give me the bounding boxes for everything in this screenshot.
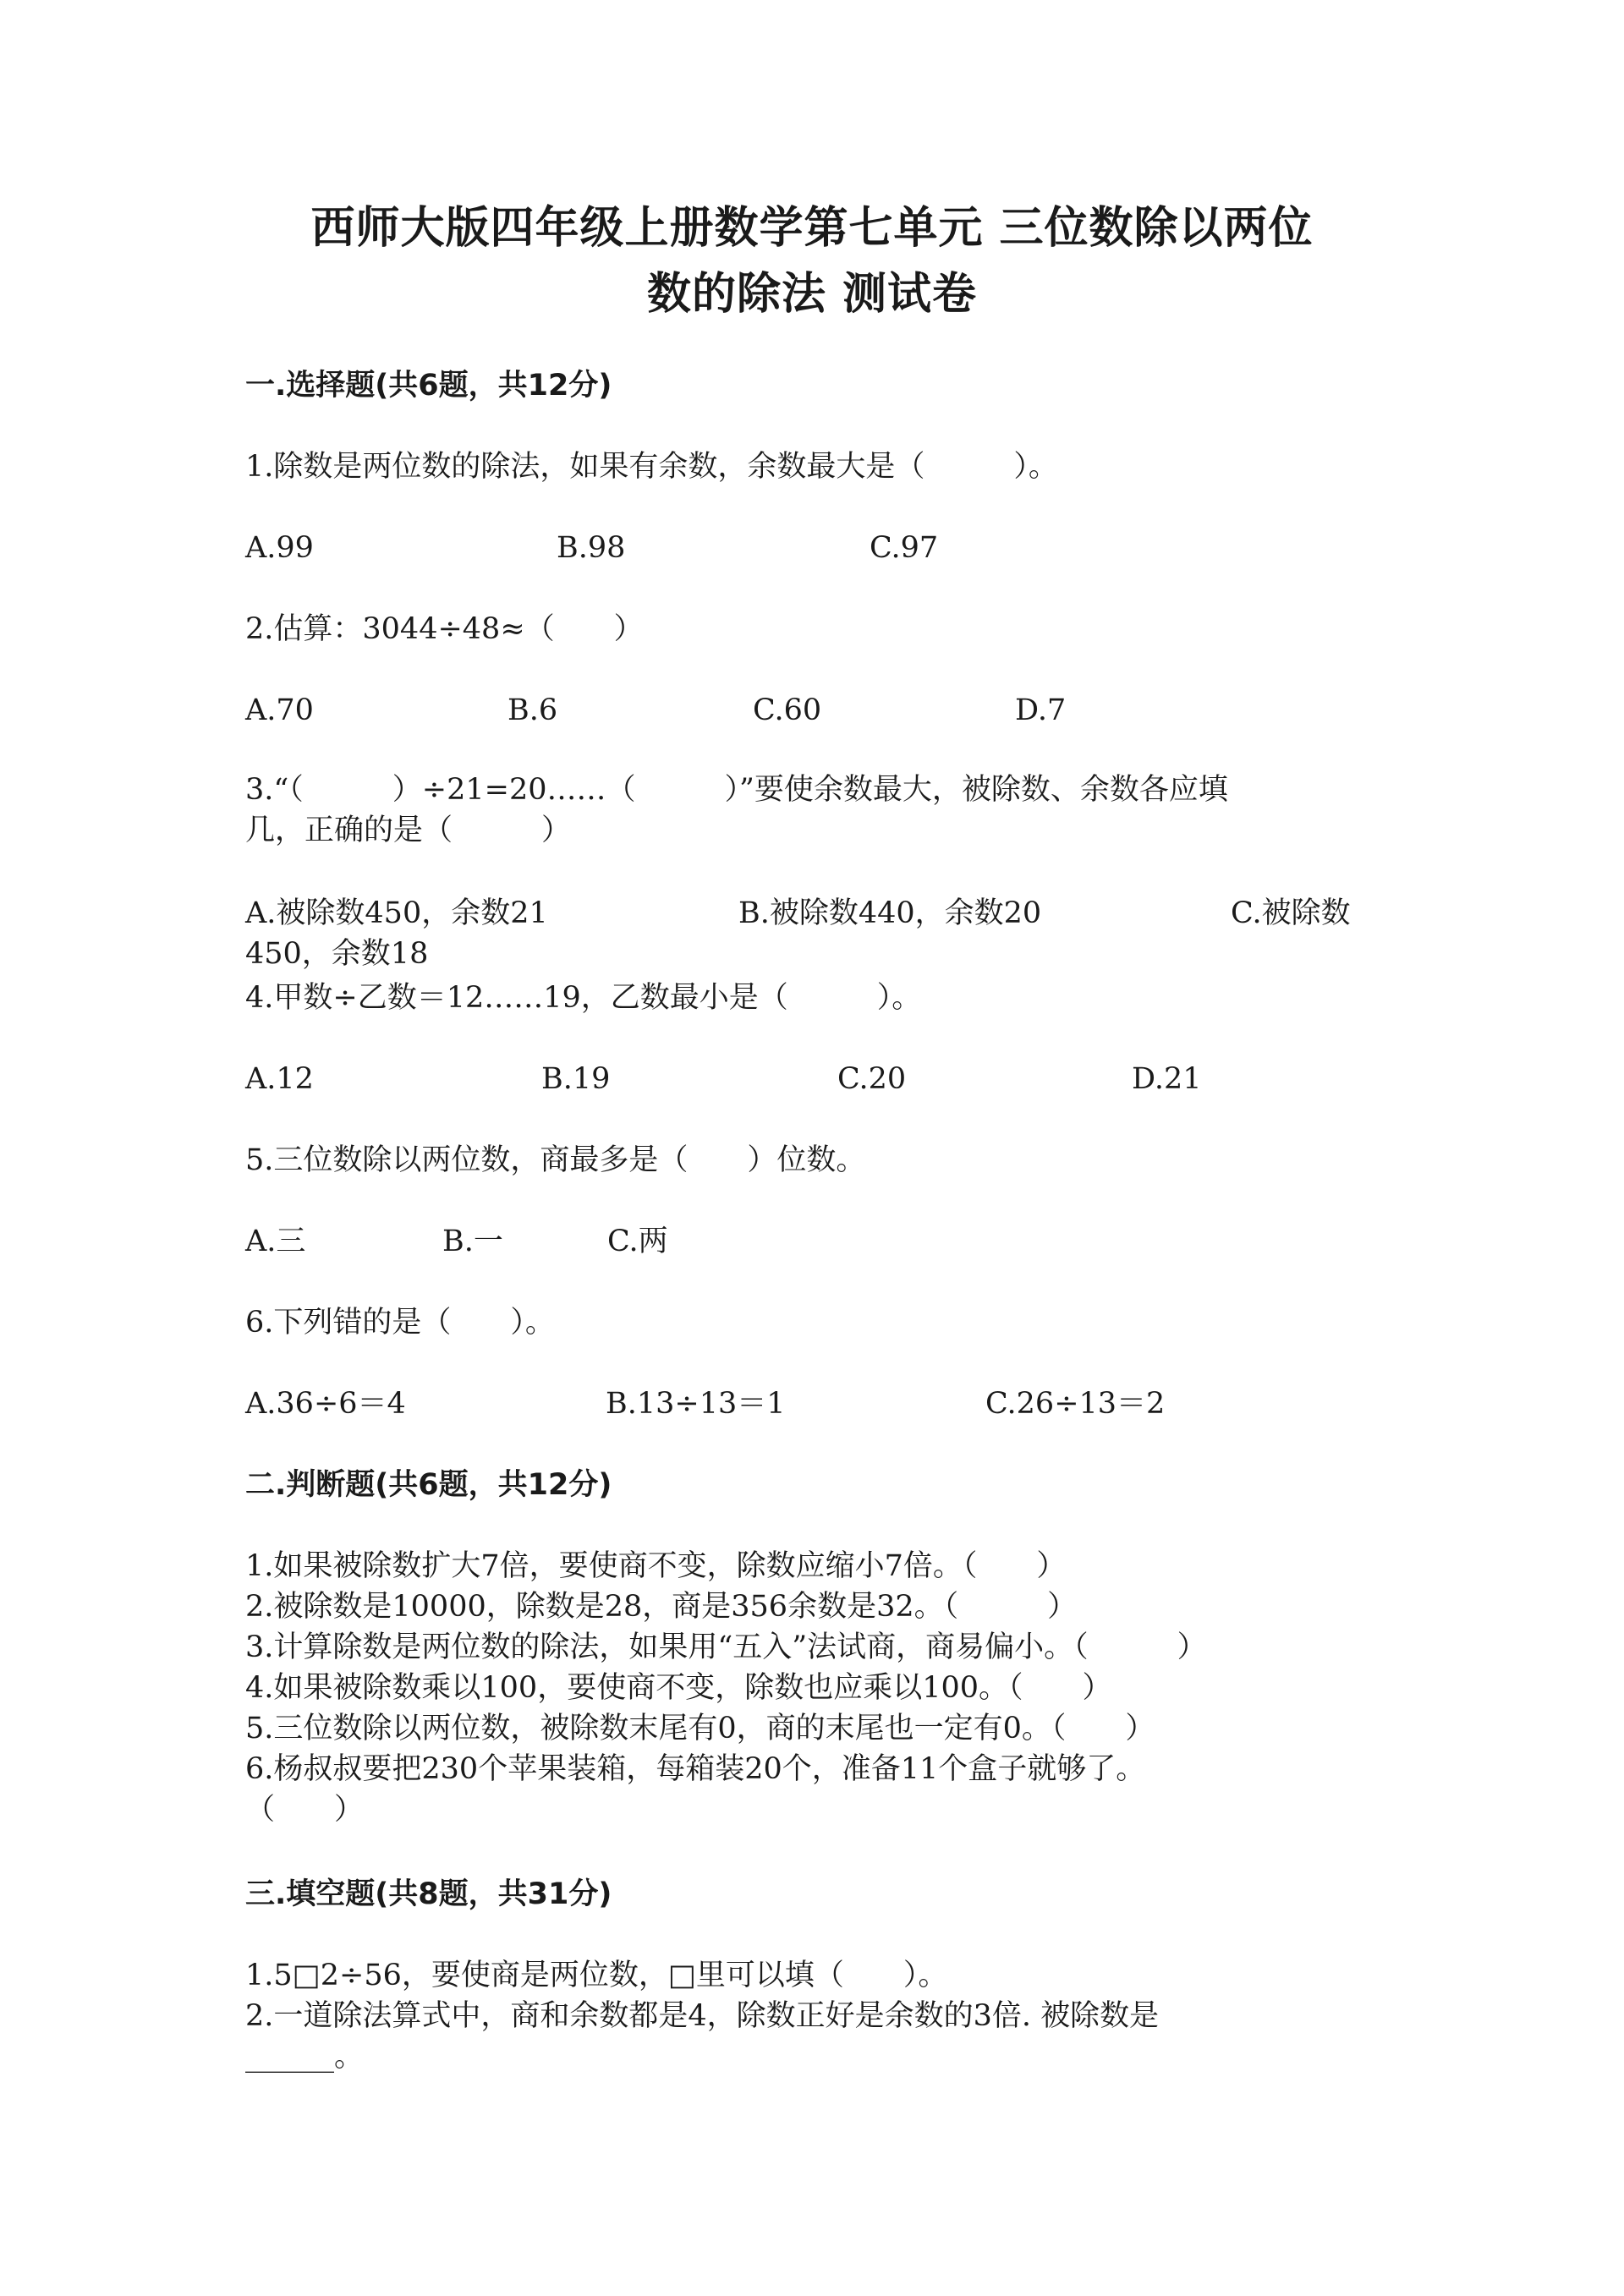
section-heading-judgment: 二.判断题(共6题，共12分): [245, 1468, 612, 1502]
fill-item-1: 1.5□2÷56，要使商是两位数，□里可以填（ ）。: [245, 1959, 948, 1992]
question-6: 6.下列错的是（ ）。: [245, 1306, 555, 1340]
question-2-option-b: B.6: [508, 693, 558, 727]
question-6-option-c: C.26÷13＝2: [985, 1387, 1166, 1421]
question-4-option-c: C.20: [837, 1062, 907, 1096]
question-1: 1.除数是两位数的除法，如果有余数，余数最大是（ ）。: [245, 450, 1058, 484]
judgment-item-2: 2.被除数是10000，除数是28，商是356余数是32。（ ）: [245, 1590, 1078, 1624]
judgment-item-5: 5.三位数除以两位数，被除数末尾有0，商的末尾也一定有0。（ ）: [245, 1712, 1155, 1745]
question-3-line1: 3.“（ ）÷21=20……（ ）”要使余数最大，被除数、余数各应填: [245, 773, 1228, 807]
question-4: 4.甲数÷乙数＝12……19，乙数最小是（ ）。: [245, 981, 922, 1015]
question-5-option-b: B.一: [442, 1225, 503, 1258]
question-4-option-a: A.12: [245, 1062, 314, 1096]
section-heading-fill-blank: 三.填空题(共8题，共31分): [245, 1877, 612, 1911]
section-heading-choice: 一.选择题(共6题，共12分): [245, 369, 612, 403]
question-6-option-a: A.36÷6＝4: [245, 1387, 406, 1421]
question-2-option-a: A.70: [245, 693, 314, 727]
fill-item-2-cont: ______。: [245, 2040, 365, 2074]
question-5-option-a: A.三: [245, 1225, 306, 1258]
question-3-option-b: B.被除数440，余数20: [738, 896, 1042, 930]
question-1-option-c: C.97: [870, 531, 939, 565]
judgment-item-4: 4.如果被除数乘以100，要使商不变，除数也应乘以100。（ ）: [245, 1671, 1112, 1705]
question-4-option-b: B.19: [541, 1062, 611, 1096]
question-2: 2.估算：3044÷48≈（ ）: [245, 612, 644, 646]
question-3-option-c: C.被除数: [1231, 896, 1351, 930]
question-2-option-c: C.60: [753, 693, 822, 727]
question-1-option-a: A.99: [245, 531, 314, 565]
question-5-option-c: C.两: [607, 1225, 668, 1258]
judgment-item-6: 6.杨叔叔要把230个苹果装箱，每箱装20个，准备11个盒子就够了。: [245, 1752, 1146, 1786]
fill-item-2: 2.一道除法算式中，商和余数都是4，除数正好是余数的3倍. 被除数是: [245, 1999, 1160, 2033]
judgment-item-1: 1.如果被除数扩大7倍，要使商不变，除数应缩小7倍。（ ）: [245, 1549, 1067, 1583]
question-3-option-c-cont: 450，余数18: [245, 937, 429, 971]
question-4-option-d: D.21: [1132, 1062, 1202, 1096]
page-title-line2: 数的除法 测试卷: [646, 268, 978, 320]
page-title-line1: 西师大版四年级上册数学第七单元 三位数除以两位: [310, 202, 1314, 254]
question-2-option-d: D.7: [1015, 693, 1067, 727]
question-3-line2: 几，正确的是（ ）: [245, 814, 572, 847]
question-6-option-b: B.13÷13＝1: [606, 1387, 786, 1421]
question-5: 5.三位数除以两位数，商最多是（ ）位数。: [245, 1143, 866, 1177]
judgment-item-6-cont: （ ）: [245, 1793, 365, 1827]
question-3-option-a: A.被除数450，余数21: [245, 896, 548, 930]
judgment-item-3: 3.计算除数是两位数的除法，如果用“五入”法试商，商易偏小。（ ）: [245, 1630, 1207, 1664]
question-1-option-b: B.98: [557, 531, 626, 565]
